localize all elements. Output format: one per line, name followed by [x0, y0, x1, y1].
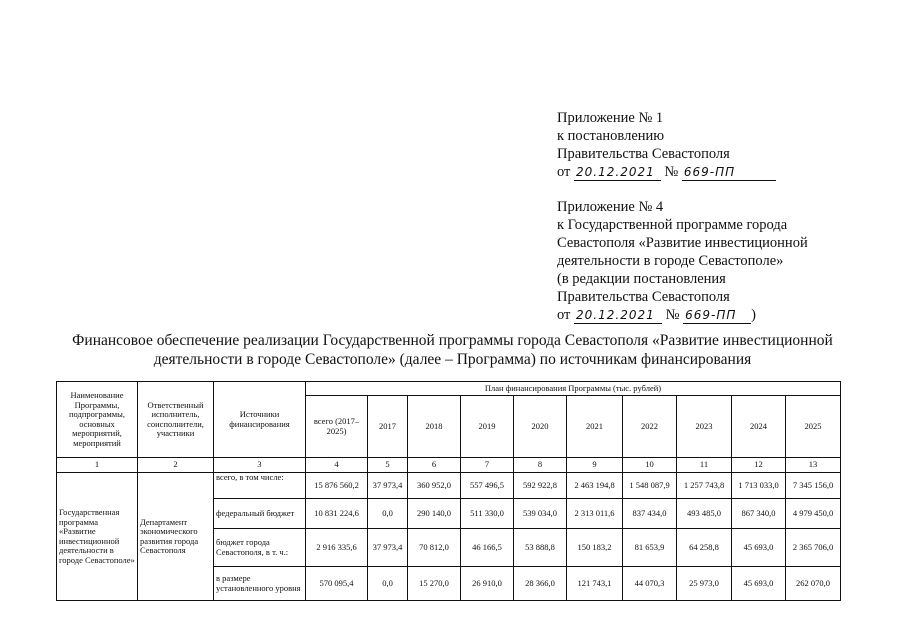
attachment-1-line: Приложение № 1 [557, 110, 664, 126]
header-program-name: Наименование Программы, подпрограммы, основных мероприятий, мероприятий [57, 382, 138, 458]
value-cell: 150 183,2 [567, 529, 623, 567]
financing-table [56, 381, 841, 601]
value-cell: 37 973,4 [368, 529, 408, 567]
value-cell: 45 693,0 [732, 529, 786, 567]
header-year: 2023 [677, 396, 732, 458]
value-cell: 10 831 224,6 [306, 499, 368, 529]
column-index: 7 [461, 458, 514, 473]
value-cell: 64 258,8 [677, 529, 732, 567]
value-cell: 262 070,0 [786, 567, 841, 601]
column-index: 12 [732, 458, 786, 473]
value-cell: 511 330,0 [461, 499, 514, 529]
date-prefix: от [557, 164, 571, 180]
value-cell: 557 496,5 [461, 473, 514, 499]
value-cell: 15 270,0 [408, 567, 461, 601]
column-index: 10 [623, 458, 677, 473]
value-cell: 46 166,5 [461, 529, 514, 567]
value-cell: 2 365 706,0 [786, 529, 841, 567]
value-cell: 837 434,0 [623, 499, 677, 529]
attachment-2-line: (в редакции постановления [557, 271, 726, 287]
date-prefix: от [557, 307, 571, 323]
header-year: 2017 [368, 396, 408, 458]
header-year: 2018 [408, 396, 461, 458]
header-year: 2025 [786, 396, 841, 458]
header-year: 2021 [567, 396, 623, 458]
source-cell: федеральный бюджет [214, 499, 306, 529]
column-index: 4 [306, 458, 368, 473]
value-cell: 70 812,0 [408, 529, 461, 567]
header-executor: Ответственный исполнитель, соисполнители, участники [138, 382, 214, 458]
value-cell: 1 548 087,9 [623, 473, 677, 499]
title-line: Финансовое обеспечение реализации Государственной программы города Севастополя «Развитие инвестиционной [72, 332, 833, 349]
header-year: 2020 [514, 396, 567, 458]
value-cell: 570 095,4 [306, 567, 368, 601]
value-cell: 2 313 011,6 [567, 499, 623, 529]
executor-cell: Департамент экономического развития города Севастополя [138, 473, 214, 601]
value-cell: 45 693,0 [732, 567, 786, 601]
header-plan: План финансирования Программы (тыс. рублей) [306, 382, 841, 396]
header-total: всего (2017–2025) [306, 396, 368, 458]
source-cell: всего, в том числе: [214, 473, 306, 499]
column-index: 13 [786, 458, 841, 473]
value-cell: 1 713 033,0 [732, 473, 786, 499]
closing-paren: ) [751, 307, 756, 323]
attachment-2-line: к Государственной программе города [557, 217, 788, 233]
program-name-cell: Государственная программа «Развитие инвестиционной деятельности в городе Севастополе» [57, 473, 138, 601]
value-cell: 25 973,0 [677, 567, 732, 601]
handwritten-date: 20.12.2021 [574, 165, 661, 181]
column-index-row [57, 458, 841, 473]
column-index: 1 [57, 458, 138, 473]
value-cell: 1 257 743,8 [677, 473, 732, 499]
column-index: 6 [408, 458, 461, 473]
value-cell: 4 979 450,0 [786, 499, 841, 529]
value-cell: 7 345 156,0 [786, 473, 841, 499]
value-cell: 360 952,0 [408, 473, 461, 499]
header-year: 2024 [732, 396, 786, 458]
number-prefix: № [665, 307, 680, 323]
number-prefix: № [664, 164, 679, 180]
column-index: 2 [138, 458, 214, 473]
source-cell: в размере установленного уровня [214, 567, 306, 601]
handwritten-number: 669-ПП [682, 165, 776, 181]
handwritten-number: 669-ПП [683, 308, 751, 324]
column-index: 11 [677, 458, 732, 473]
source-cell: бюджет города Севастополя, в т. ч.: [214, 529, 306, 567]
attachment-2-date-line [557, 306, 808, 324]
attachment-2-block [557, 198, 808, 324]
value-cell: 2 463 194,8 [567, 473, 623, 499]
value-cell: 493 485,0 [677, 499, 732, 529]
header-sources: Источники финансирования [214, 382, 306, 458]
value-cell: 867 340,0 [732, 499, 786, 529]
value-cell: 2 916 335,6 [306, 529, 368, 567]
table-row [57, 473, 841, 499]
value-cell: 121 743,1 [567, 567, 623, 601]
value-cell: 37 973,4 [368, 473, 408, 499]
handwritten-date: 20.12.2021 [574, 308, 662, 324]
attachment-1-date-line [557, 163, 776, 181]
attachment-1-line: к постановлению [557, 128, 665, 144]
value-cell: 290 140,0 [408, 499, 461, 529]
value-cell: 539 034,0 [514, 499, 567, 529]
value-cell: 592 922,8 [514, 473, 567, 499]
value-cell: 0,0 [368, 499, 408, 529]
attachment-1-line: Правительства Севастополя [557, 146, 730, 162]
attachment-2-line: Севастополя «Развитие инвестиционной [557, 235, 808, 251]
document-title [40, 331, 865, 369]
value-cell: 15 876 560,2 [306, 473, 368, 499]
column-index: 5 [368, 458, 408, 473]
value-cell: 28 366,0 [514, 567, 567, 601]
header-year: 2019 [461, 396, 514, 458]
value-cell: 44 070,3 [623, 567, 677, 601]
value-cell: 81 653,9 [623, 529, 677, 567]
column-index: 3 [214, 458, 306, 473]
column-index: 8 [514, 458, 567, 473]
attachment-2-line: деятельности в городе Севастополе» [557, 253, 784, 269]
column-index: 9 [567, 458, 623, 473]
value-cell: 53 888,8 [514, 529, 567, 567]
value-cell: 26 910,0 [461, 567, 514, 601]
title-line: деятельности в городе Севастополе» (далее – Программа) по источникам финансирования [153, 351, 752, 368]
attachment-1-block [557, 109, 776, 181]
header-year: 2022 [623, 396, 677, 458]
attachment-2-line: Правительства Севастополя [557, 289, 730, 305]
value-cell: 0,0 [368, 567, 408, 601]
attachment-2-line: Приложение № 4 [557, 199, 664, 215]
